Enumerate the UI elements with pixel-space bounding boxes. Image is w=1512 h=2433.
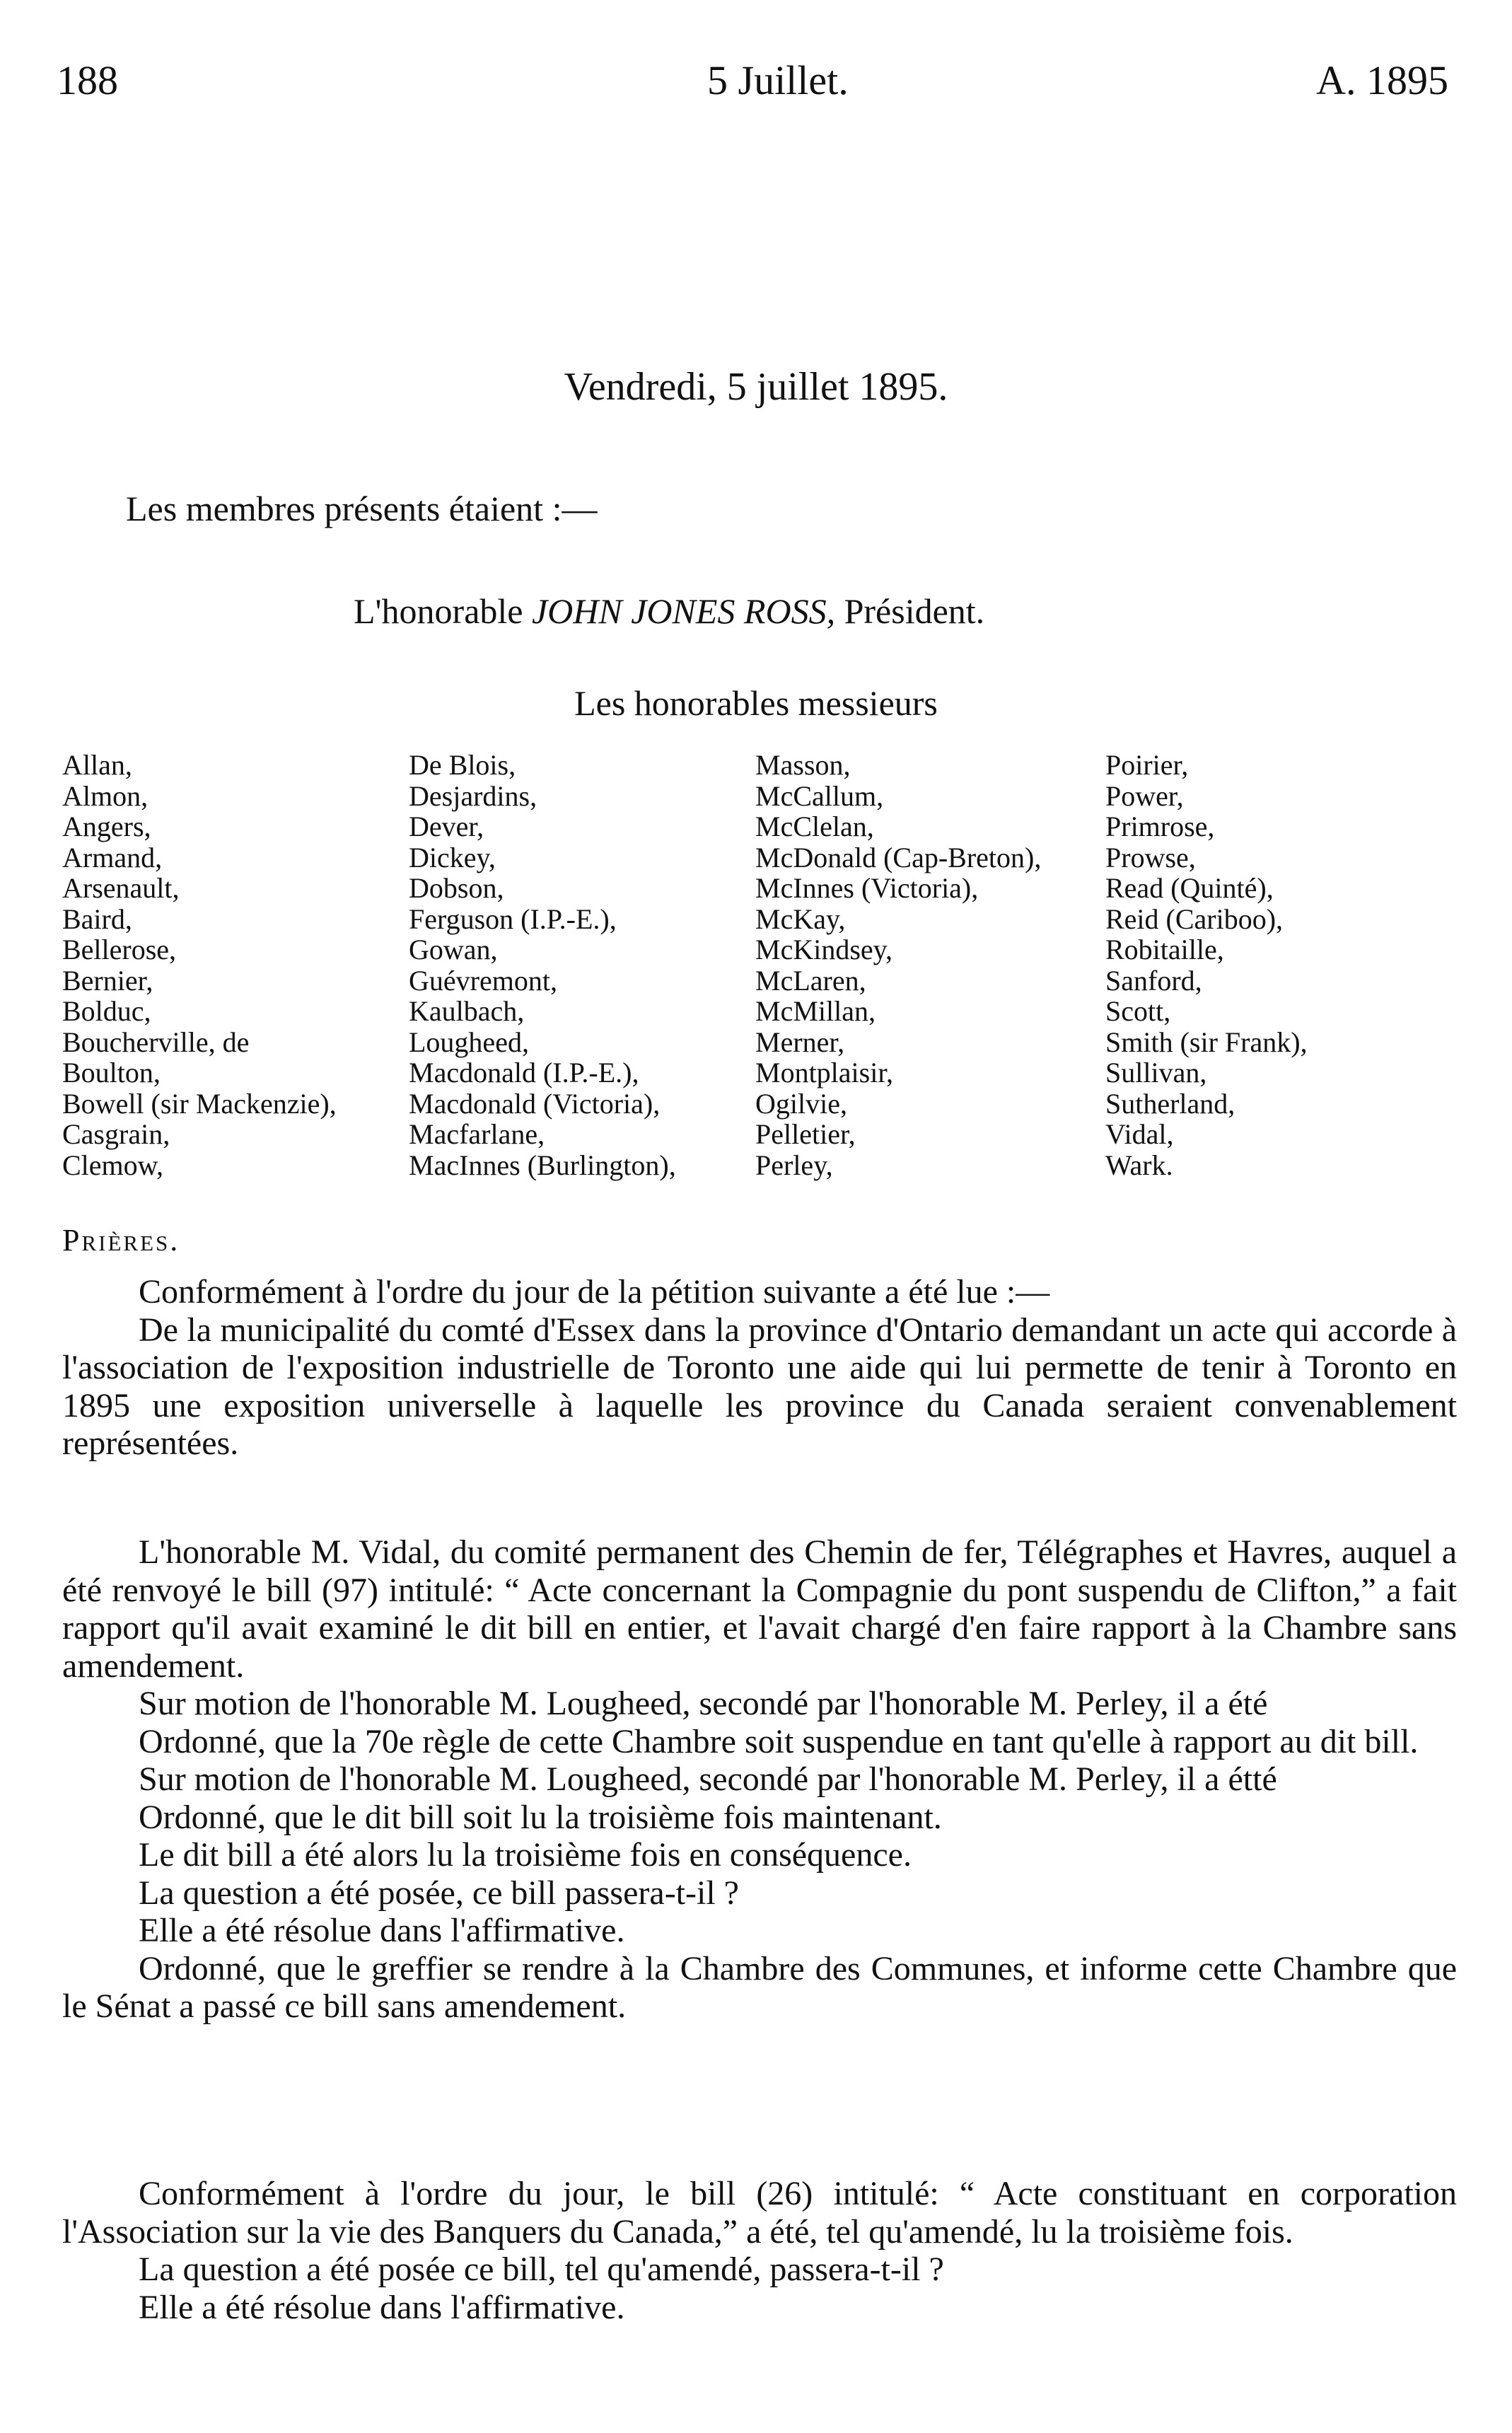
paragraph: Ordonné, que le dit bill soit lu la troisième fois maintenant.	[139, 1798, 942, 1836]
president-title: Président.	[844, 591, 985, 631]
member-name: McLaren,	[755, 964, 866, 997]
member-name: Vidal,	[1105, 1118, 1174, 1150]
member-name: Power,	[1105, 779, 1184, 812]
prayers-heading: Prières.	[62, 1223, 180, 1258]
member-name: Masson,	[755, 749, 851, 781]
member-name: Ferguson (I.P.-E.),	[409, 902, 617, 935]
member-name: Dever,	[409, 811, 484, 842]
paragraph: La question a été posée, ce bill passera-t-il ?	[139, 1874, 739, 1912]
page-number: 188	[57, 57, 118, 103]
member-name: Poirier,	[1105, 749, 1189, 781]
member-name: Primrose,	[1105, 811, 1215, 842]
member-name: Macdonald (I.P.-E.),	[409, 1057, 639, 1088]
member-name: Perley,	[755, 1149, 833, 1181]
member-name: McKindsey,	[755, 934, 893, 965]
members-intro: Les membres présents étaient :—	[126, 489, 598, 528]
member-name: MacInnes (Burlington),	[409, 1149, 676, 1181]
members-column-4	[1105, 750, 1308, 1180]
member-name: Macdonald (Victoria),	[409, 1087, 661, 1120]
president-line	[354, 591, 984, 632]
member-name: Allan,	[62, 749, 132, 781]
members-column-1	[62, 750, 337, 1180]
member-name: Pelletier,	[755, 1118, 856, 1150]
member-name: Macfarlane,	[409, 1118, 545, 1150]
member-name: Baird,	[62, 902, 132, 935]
paragraph: L'honorable M. Vidal, du comité permanent des Chemin de fer, Télégraphes et Havres, auquel a été renvoyé le bill (97) intitulé: “ Acte concernant la Compagnie du pont suspendu de Clifton,” a fait rapport qu'il avait examiné le dit bill en entier, et l'avait chargé d'en faire rapport à la Chambre sans amendement.	[62, 1533, 1457, 1685]
member-name: Bowell (sir Mackenzie),	[62, 1087, 337, 1120]
petition-section	[62, 1273, 1457, 1463]
paragraph: La question a été posée ce bill, tel qu'amendé, passera-t-il ?	[139, 2251, 944, 2288]
members-column-2	[409, 750, 676, 1180]
paragraph: Conformément à l'ordre du jour, le bill (26) intitulé: “ Acte constituant en corporation l'Association sur la vie des Banquers du Canada,” a été, tel qu'amendé, lu la troisième fois.	[62, 2175, 1457, 2251]
member-name: Dobson,	[409, 872, 504, 904]
member-name: Montplaisir,	[755, 1057, 894, 1088]
member-name: Casgrain,	[62, 1118, 170, 1150]
member-name: Armand,	[62, 841, 163, 873]
member-name: Bernier,	[62, 964, 153, 997]
header-date: 5 Juillet.	[707, 57, 849, 103]
president-name: JOHN JONES ROSS,	[531, 591, 836, 631]
member-name: Angers,	[62, 811, 151, 842]
member-name: Prowse,	[1105, 841, 1196, 873]
member-name: Smith (sir Frank),	[1105, 1026, 1308, 1058]
member-name: McKay,	[755, 902, 846, 935]
member-name: McCallum,	[755, 779, 884, 812]
paragraph: Elle a été résolue dans l'affirmative.	[139, 2288, 625, 2326]
member-name: Reid (Cariboo),	[1105, 902, 1284, 935]
member-name: Merner,	[755, 1026, 845, 1058]
member-name: Gowan,	[409, 934, 498, 965]
honorables-heading: Les honorables messieurs	[574, 683, 938, 723]
paragraph: De la municipalité du comté d'Essex dans la province d'Ontario demandant un acte qui accorde à l'association de l'exposition industrielle de Toronto une aide qui lui permette de tenir à Toronto en 1895 une exposition universelle à laquelle les province du Canada seraient convenablement représentées.	[62, 1311, 1457, 1462]
member-name: Lougheed,	[409, 1026, 529, 1058]
member-name: Ogilvie,	[755, 1087, 847, 1120]
member-name: Arsenault,	[62, 872, 180, 904]
date-heading: Vendredi, 5 juillet 1895.	[564, 365, 948, 409]
paragraph: Conformément à l'ordre du jour de la pétition suivante a été lue :—	[139, 1273, 1050, 1311]
president-prefix: L'honorable	[354, 591, 523, 631]
member-name: De Blois,	[409, 749, 516, 781]
paragraph: Ordonné, que le greffier se rendre à la Chambre des Communes, et informe cette Chambre que le Sénat a passé ce bill sans amendement.	[62, 1949, 1457, 2025]
paragraph: Ordonné, que la 70e règle de cette Chambre soit suspendue en tant qu'elle à rapport au dit bill.	[139, 1722, 1419, 1760]
member-name: McMillan,	[755, 995, 876, 1027]
paragraph: Sur motion de l'honorable M. Lougheed, secondé par l'honorable M. Perley, il a étté	[139, 1760, 1277, 1798]
members-column-3	[755, 750, 1041, 1180]
member-name: Dickey,	[409, 841, 496, 873]
member-name: Sutherland,	[1105, 1087, 1235, 1120]
member-name: Sullivan,	[1105, 1057, 1207, 1088]
member-name: Boulton,	[62, 1057, 161, 1088]
member-name: Bolduc,	[62, 995, 151, 1027]
member-name: Desjardins,	[409, 779, 537, 812]
member-name: Boucherville, de	[62, 1026, 250, 1058]
member-name: Wark.	[1105, 1149, 1173, 1181]
member-name: McClelan,	[755, 811, 874, 842]
member-name: Read (Quinté),	[1105, 872, 1274, 904]
member-name: McInnes (Victoria),	[755, 872, 979, 904]
page-header	[57, 57, 1448, 113]
member-name: Scott,	[1105, 995, 1171, 1027]
member-name: McDonald (Cap-Breton),	[755, 841, 1042, 873]
header-year: A. 1895	[1316, 57, 1448, 103]
paragraph: Sur motion de l'honorable M. Lougheed, secondé par l'honorable M. Perley, il a été	[139, 1685, 1268, 1722]
member-name: Sanford,	[1105, 964, 1202, 997]
member-name: Robitaille,	[1105, 934, 1224, 965]
bankers-bill-section	[62, 2175, 1457, 2326]
paragraph: Le dit bill a été alors lu la troisième fois en conséquence.	[139, 1836, 912, 1874]
member-name: Kaulbach,	[409, 995, 525, 1027]
member-name: Bellerose,	[62, 934, 177, 965]
member-name: Clemow,	[62, 1149, 163, 1181]
clifton-bill-section	[62, 1533, 1457, 2026]
paragraph: Elle a été résolue dans l'affirmative.	[139, 1912, 625, 1949]
member-name: Almon,	[62, 779, 149, 812]
member-name: Guévremont,	[409, 964, 557, 997]
